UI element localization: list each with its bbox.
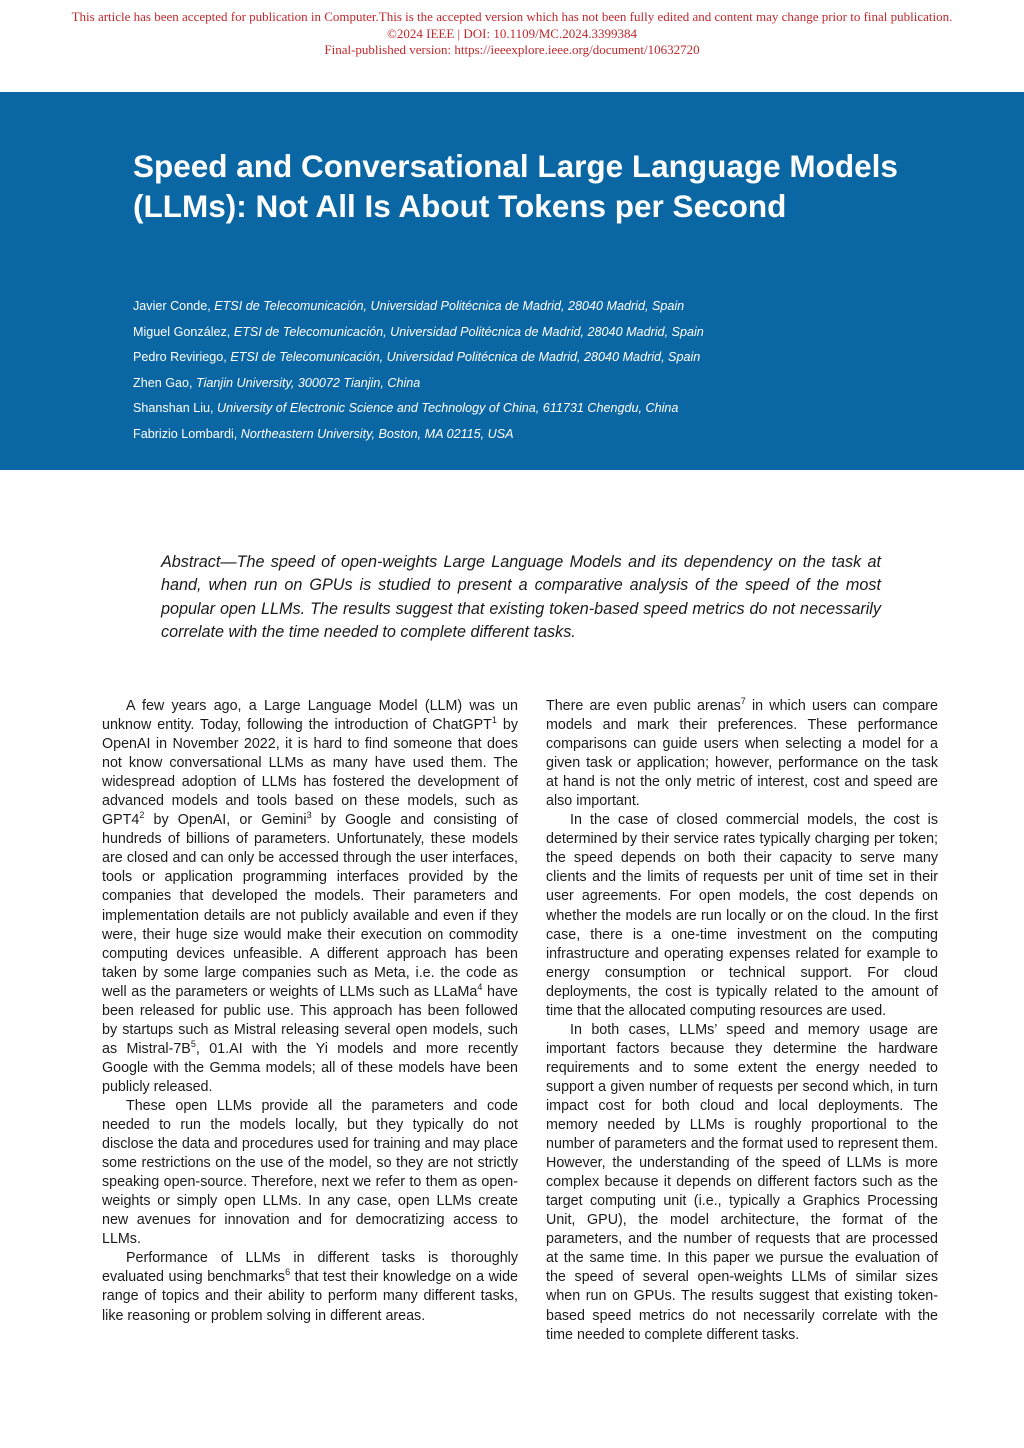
- author-4: [133, 371, 993, 397]
- author-affiliation: ETSI de Telecomunicación, Universidad Politécnica de Madrid, 28040 Madrid, Spain: [233, 324, 704, 339]
- author-name: Zhen Gao,: [133, 375, 197, 390]
- author-affiliation: Northeastern University, Boston, MA 02115, USA: [240, 426, 514, 441]
- notice-line-3: Final-published version: https://ieeexplore.ieee.org/document/10632720: [324, 42, 700, 57]
- footnote-ref: 7: [740, 696, 746, 707]
- paragraph-6: In both cases, LLMs’ speed and memory usage are important factors because they determine the hardware requirements and to some extent the energy needed to support a given number of requests per second which, in turn impact cost for both cloud and local deployments. The memory needed by LLMs is roughly proportional to the number of parameters and the format used to represent them. However, the understanding of the speed of LLMs is more complex because it depends on different factors such as the target computing unit (i.e., typically a Graphics Processing Unit, GPU), the model architecture, the format of the parameters, and the number of requests that are processed at the same time. In this paper we pursue the evaluation of the speed of several open-weights LLMs of similar sizes when run on GPUs. The results suggest that existing token-based speed metrics do not necessarily correlate with the time needed to complete different tasks.: [546, 1021, 938, 1343]
- body-column-left: [102, 697, 518, 1326]
- paper-title: Speed and Conversational Large Language Models (LLMs): Not All Is About Tokens per Second: [133, 148, 898, 224]
- author-affiliation: Tianjin University, 300072 Tianjin, China: [196, 375, 421, 390]
- paragraph-4: There are even public arenas$^7$ in which users can compare models and mark their preferences. These performance comparisons can guide users when selecting a model for a given task or application; however, performance on the task at hand is not the only metric of interest, cost and speed are also important.: [546, 696, 938, 810]
- abstract: Abstract—The speed of open-weights Large Language Models and its dependency on the task at hand, when run on GPUs is studied to present a comparative analysis of the speed of the most popular open LLMs. The results suggest that existing token-based speed metrics do not necessarily correlate with the time needed to complete different tasks.: [161, 553, 881, 642]
- footnote-ref: 6: [285, 1267, 291, 1278]
- notice-line-2: ©2024 IEEE | DOI: 10.1109/MC.2024.3399384: [387, 25, 637, 41]
- paragraph-1: A few years ago, a Large Language Model (LLM) was un unknow entity. Today, following the introduction of ChatGPT$^1$ by OpenAI in November 2022, it is hard to find someone that does not know conversational LLMs as many have used them. The widespread adoption of LLMs has fostered the development of advanced models and tools based on these models, such as $GPT4^2$ by OpenAI, or Gemini$^3$ by Google and consisting of hundreds of billions of parameters. Unfortunately, these models are closed and can only be accessed through the user interfaces, tools or application programming interfaces provided by the companies that developed the models. Their parameters and implementation details are not publicly available and even if they were, their huge size would make their execution on commodity computing devices unfeasible. A different approach has been taken by some large companies such as Meta, i.e. the code as well as the parameters or weights of LLMs such as LLaMa$^4$ have been released for public use. This approach has been followed by startups such as Mistral releasing several open models, such as Mistral-$7B^5$, 01.AI with the Yi models and more recently Google with the Gemma models; all of these models have been publicly released.: [102, 698, 518, 1095]
- author-5: [133, 396, 993, 422]
- author-1: [133, 294, 993, 320]
- author-name: Fabrizio Lombardi,: [133, 426, 241, 441]
- body-column-right: [546, 697, 938, 1345]
- author-3: [133, 345, 993, 371]
- paragraph-3: Performance of LLMs in different tasks is thoroughly evaluated using benchmarks$^6$ that test their knowledge on a wide range of topics and their ability to perform many different tasks, like reasoning or problem solving in different areas.: [102, 1250, 519, 1324]
- footnote-ref: 5: [190, 1039, 196, 1050]
- footnote-ref: 4: [477, 981, 483, 992]
- footnote-ref: 2: [139, 810, 145, 821]
- author-affiliation: ETSI de Telecomunicación, Universidad Politécnica de Madrid, 28040 Madrid, Spain: [230, 350, 701, 364]
- publication-notice: [0, 9, 1024, 59]
- author-6: [133, 422, 993, 448]
- author-affiliation: University of Electronic Science and Technology of China, 611731 Chengdu, China: [217, 401, 679, 415]
- author-name: Miguel González,: [133, 324, 234, 339]
- footnote-ref: 3: [306, 810, 312, 821]
- author-list: [133, 294, 993, 447]
- paragraph-5: In the case of closed commercial models, the cost is determined by their service rates typically charging per token; the speed depends on both their capacity to serve many clients and the limits of requests per unit of time set in their user agreements. For open models, the cost depends on whether the models are run locally or on the cloud. In the first case, there is a one-time investment on the computing infrastructure and operating expenses related for example to energy consumption or technical support. For cloud deployments, the cost is typically related to the amount of time that the allocated computing resources are used.: [546, 812, 938, 1019]
- author-affiliation: ETSI de Telecomunicación, Universidad Politécnica de Madrid, 28040 Madrid, Spain: [214, 299, 685, 313]
- author-name: Javier Conde,: [133, 299, 215, 313]
- author-2: [133, 320, 993, 346]
- author-name: Pedro Reviriego,: [133, 350, 231, 364]
- author-name: Shanshan Liu,: [133, 401, 218, 415]
- footnote-ref: 1: [491, 715, 497, 726]
- notice-line-1: This article has been accepted for publication in Computer.This is the accepted version which has not been fully edited and content may change prior to final publication.: [71, 9, 953, 24]
- paragraph-2: These open LLMs provide all the parameters and code needed to run the models locally, but they typically do not disclose the data and procedures used for training and may place some restrictions on the use of the model, so they are not strictly speaking open-source. Therefore, next we refer to them as open-weights or simply open LLMs. In any case, open LLMs create new avenues for innovation and for democratizing access to LLMs.: [102, 1097, 518, 1248]
